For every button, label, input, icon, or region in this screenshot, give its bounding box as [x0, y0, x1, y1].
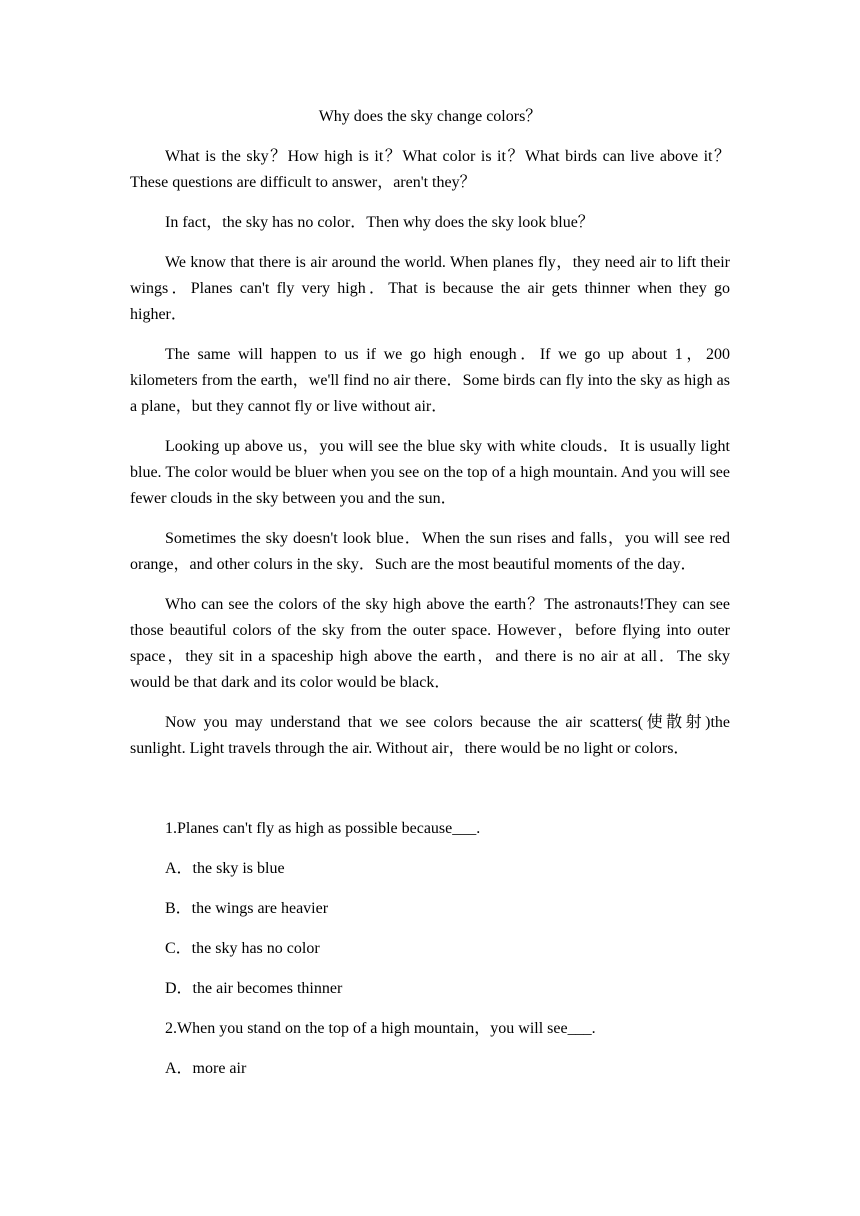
- paragraph-3: We know that there is air around the world. When planes fly，they need air to lift their wings．Planes can't fly very high．That is because the air gets thinner when they go higher．: [130, 254, 730, 323]
- questions-section: [130, 816, 730, 1082]
- question-2-stem: 2.When you stand on the top of a high mountain，you will see___.: [165, 1020, 596, 1037]
- document-title: Why does the sky change colors？: [318, 108, 542, 125]
- question-1-stem: 1.Planes can't fly as high as possible because___.: [165, 820, 481, 837]
- question-1-option-a: A．the sky is blue: [165, 860, 285, 877]
- paragraph-8: Now you may understand that we see colors because the air scatters(使散射)the sunlight. Light travels through the air. Without air，there would be no light or colors．: [130, 714, 730, 757]
- paragraph-4: The same will happen to us if we go high enough．If we go up about 1，200 kilometers from the earth，we'll find no air there．Some birds can fly into the sky as high as a plane，but they cannot fly or live without air．: [130, 346, 730, 415]
- paragraph-7: Who can see the colors of the sky high above the earth？The astronauts!They can see those beautiful colors of the sky from the outer space. However，before flying into outer space，they sit in a spaceship high above the earth，and there is no air at all．The sky would be that dark and its color would be black．: [130, 596, 730, 691]
- question-2-option-a: A．more air: [165, 1060, 247, 1077]
- paragraph-6: Sometimes the sky doesn't look blue．When the sun rises and falls，you will see red orange，and other colurs in the sky．Such are the most beautiful moments of the day．: [130, 530, 730, 573]
- question-1-option-c: C．the sky has no color: [165, 940, 320, 957]
- paragraph-2: In fact，the sky has no color．Then why does the sky look blue？: [165, 214, 594, 231]
- question-1-option-b: B．the wings are heavier: [165, 900, 329, 917]
- paragraph-1: What is the sky？How high is it？What color is it？What birds can live above it？These questions are difficult to answer，aren't they？: [130, 148, 730, 191]
- paragraph-5: Looking up above us，you will see the blue sky with white clouds．It is usually light blue. The color would be bluer when you see on the top of a high mountain. And you will see fewer clouds in the sky between you and the sun．: [130, 438, 730, 507]
- question-1-option-d: D．the air becomes thinner: [165, 980, 343, 997]
